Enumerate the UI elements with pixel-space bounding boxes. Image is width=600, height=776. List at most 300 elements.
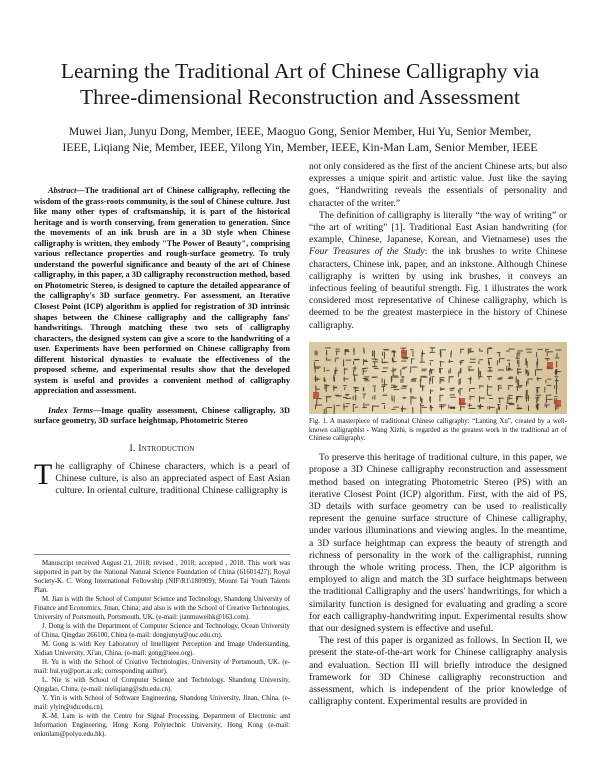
ink-stroke [516,396,521,397]
ink-stroke [394,389,400,390]
ink-stroke [393,386,398,387]
ink-stroke [554,398,555,404]
ink-stroke [508,378,511,379]
ink-stroke [315,385,316,389]
ink-stroke [546,398,547,403]
ink-stroke [535,397,540,398]
ink-stroke [460,349,464,350]
ink-stroke [556,369,557,376]
ink-stroke [411,388,412,394]
ink-stroke [430,360,434,361]
ink-stroke [526,359,527,363]
ink-stroke [527,352,532,353]
ink-stroke [326,397,327,402]
seal-stamp [401,350,407,357]
ink-stroke [556,385,557,389]
ink-stroke [326,384,327,387]
ink-stroke [528,379,529,384]
ink-stroke [556,349,562,350]
ink-stroke [468,378,472,379]
ink-stroke [383,367,388,368]
ink-stroke [410,349,414,350]
ink-stroke [469,348,470,353]
ink-stroke [479,375,480,379]
ink-stroke [411,358,415,359]
ink-stroke [538,403,539,410]
ink-stroke [450,397,456,398]
ink-stroke [335,359,336,362]
ink-stroke [507,369,513,370]
ink-stroke [470,348,471,353]
ink-stroke [449,359,450,363]
ink-stroke [392,350,396,351]
ink-stroke [497,360,498,365]
ink-stroke [362,368,366,369]
footnote-author-yin: Y. Yin is with School of Software Engineering, Shandong University, Jinan, China. (e-mail: ylyin@sdu.edu.cn). [34,695,290,711]
ink-stroke [527,390,528,397]
ink-stroke [420,407,421,414]
ink-stroke [421,370,426,371]
ink-stroke [394,351,395,357]
ink-stroke [506,350,510,351]
ink-stroke [480,397,484,398]
ink-stroke [487,351,488,355]
ink-stroke [403,386,407,387]
paper-title [40,58,560,110]
ink-stroke [423,377,428,378]
ink-stroke [410,396,414,397]
ink-stroke [507,397,508,403]
ink-stroke [488,348,492,349]
ink-stroke [509,385,514,386]
ink-stroke [394,361,397,362]
ink-stroke [327,407,333,408]
ink-stroke [346,394,350,395]
ink-stroke [535,370,536,376]
ink-stroke [508,387,509,390]
ink-stroke [411,381,415,382]
ink-stroke [518,404,519,408]
ink-stroke [547,399,552,400]
ink-stroke [517,379,518,385]
ink-stroke [413,351,414,357]
footnote-author-lam: K.-M. Lam is with the Centre for Signal Processing, Department of Electronic and Information Engineering, Hong Kong Polytechnic University, Hong Kong (e-mail: enkmlam@polyu.edu.hk). [34,713,290,738]
ink-stroke [363,378,368,379]
ink-stroke [391,387,397,388]
ink-stroke [498,385,502,386]
drop-cap: T [34,458,53,492]
ink-stroke [346,398,351,399]
ink-stroke [537,377,538,381]
ink-stroke [315,368,316,372]
ink-stroke [509,398,513,399]
authors-line-2: IEEE, Liqiang Nie, Member, IEEE, Yilong Yin, Member, IEEE, Kin-Man Lam, Senior Member, IEEE [62,141,538,154]
ink-stroke [450,390,454,391]
ink-stroke [402,398,405,399]
ink-stroke [421,376,422,381]
ink-stroke [324,367,325,372]
footnote-author-yu: H. Yu is with the School of Creative Technologies, University of Portsmouth, UK. (e-mail: hui.yu@port.ac.uk; corresponding author). [34,659,290,675]
ink-stroke [460,368,461,373]
ink-stroke [497,352,501,353]
ink-stroke [440,351,441,357]
ink-stroke [384,352,385,359]
ink-stroke [411,379,416,380]
ink-stroke [393,375,398,376]
ink-stroke [430,396,431,403]
ink-stroke [315,350,316,355]
ink-stroke [383,395,387,396]
ink-stroke [346,360,352,361]
ink-stroke [430,389,431,394]
ink-stroke [420,384,421,387]
ink-stroke [403,358,409,359]
ink-stroke [429,378,430,384]
footnote-author-dong: J. Dong is with the Department of Computer Science and Technology, Ocean University of China, Qingdao 266100, China (e-mail: dongjunyu@ouc.edu.cn). [34,623,290,639]
ink-stroke [422,369,427,370]
ink-stroke [372,396,373,399]
index-terms-text: —Image quality assessment, Chinese calligraphy, 3D surface geometry, 3D surface heightmap, Photometric Stereo [34,405,291,426]
ink-stroke [489,361,490,365]
ink-stroke [345,350,349,351]
ink-stroke [451,388,455,389]
ink-stroke [374,350,375,356]
ink-stroke [488,358,492,359]
authors-line-1: Muwei Jian, Junyu Dong, Member, IEEE, Maoguo Gong, Senior Member, Hui Yu, Senior Member, [68,125,532,138]
ink-stroke [384,384,388,385]
ink-stroke [470,388,476,389]
body-paragraph-1: not only considered as the first of the ancient Chinese arts, but also expresses a unique spirit and artistic value. Just like the saying goes, “Handwriting reveals the essentials of personality and character of the writer.” [309,161,567,209]
ink-stroke [326,385,330,386]
ink-stroke [498,369,503,370]
ink-stroke [382,362,387,363]
ink-stroke [527,370,528,376]
ink-stroke [499,406,500,410]
ink-stroke [431,369,435,370]
ink-stroke [382,371,386,372]
footnote-author-nie: L. Nie is with School of Computer Science and Technology, Shandong University, Qingdao, China. (e-mail: nieliqiang@sdu.edu.cn). [34,677,290,693]
ink-stroke [516,358,520,359]
ink-stroke [557,353,558,357]
ink-stroke [508,368,509,371]
seal-stamp [313,392,319,399]
ink-stroke [325,384,326,389]
ink-stroke [526,394,527,398]
body-paragraph-4: The rest of this paper is organized as follows. In Section II, we present the state-of-the-art work for Chinese calligraphy analysis and evaluation. Section III will briefly introduce the designed framework for 3D Chinese calligraphy reconstruction and assessment, which is independent of the prior knowledge of calligraphy content. Experimental results are provided in [309,635,567,708]
ink-stroke [391,409,395,410]
ink-stroke [353,361,354,365]
ink-stroke [346,403,350,404]
ink-stroke [372,366,378,367]
ink-stroke [442,404,447,405]
ink-stroke [556,378,557,384]
ink-stroke [411,358,412,363]
ink-stroke [499,359,500,363]
ink-stroke [364,376,369,377]
title-line-2: Three-dimensional Reconstruction and Assessment [79,85,521,109]
ink-stroke [516,396,517,403]
p2-text-end: : the ink brushes to write Chinese characters, Chinese ink, paper, and an inkstone. Although Chinese calligraphy is written by using ink brushes, it conveys an infectious feeling of beautiful strength. Fig. 1 illustrates the work considered most representative of Chinese calligraphy, which is deemed to be the greatest masterpiece in the history of Chinese calligraphy. [309,246,568,331]
ink-stroke [536,352,537,357]
ink-stroke [448,405,449,409]
ink-stroke [479,405,480,409]
seal-stamp [555,400,561,407]
ink-stroke [544,387,545,393]
ink-stroke [547,352,548,356]
ink-stroke [401,408,405,409]
ink-stroke [460,378,461,384]
ink-stroke [509,376,513,377]
ink-stroke [335,348,339,349]
ink-stroke [526,349,532,350]
ink-stroke [479,385,480,388]
ink-stroke [499,398,500,403]
ink-stroke [487,386,492,387]
ink-stroke [401,357,406,358]
ink-stroke [326,357,327,360]
ink-stroke [363,368,364,375]
ink-stroke [497,408,498,414]
ink-stroke [487,385,488,390]
ink-stroke [487,406,488,409]
ink-stroke [343,378,348,379]
ink-stroke [546,380,547,384]
ink-stroke [430,407,433,408]
ink-stroke [410,366,411,372]
ink-stroke [421,376,427,377]
ink-stroke [545,349,546,352]
ink-stroke [412,407,413,410]
ink-stroke [336,405,340,406]
ink-stroke [487,376,492,377]
ink-stroke [458,371,459,377]
ink-stroke [393,371,394,376]
ink-stroke [545,358,549,359]
ink-stroke [430,352,436,353]
ink-stroke [353,405,354,412]
ink-stroke [498,379,502,380]
ink-stroke [430,362,431,365]
ink-stroke [393,377,398,378]
ink-stroke [519,385,523,386]
ink-stroke [468,405,472,406]
ink-stroke [440,369,441,373]
ink-stroke [384,349,389,350]
ink-stroke [479,348,480,351]
ink-stroke [440,377,441,384]
ink-stroke [354,387,359,388]
ink-stroke [355,378,356,381]
ink-stroke [498,398,504,399]
ink-stroke [432,378,433,384]
ink-stroke [401,379,402,383]
ink-stroke [365,404,370,405]
ink-stroke [480,371,481,376]
ink-stroke [450,368,451,373]
ink-stroke [488,367,492,368]
footnote-author-jian: M. Jian is with the School of Computer Science and Technology, Shandong University of Finance and Economics, Jinan, China; and also is with the School of Creative Technologies, University of Portsmouth, Portsmouth, UK. (e-mail: jianmuweihk@163.com). [34,596,290,621]
ink-stroke [517,359,518,364]
ink-stroke [518,380,519,386]
ink-stroke [391,385,396,386]
seal-stamp [459,398,465,405]
ink-stroke [554,396,557,397]
p2-italic-phrase: Four Treasures of the Study [309,246,425,258]
ink-stroke [374,406,380,407]
ink-stroke [400,369,401,375]
ink-stroke [421,398,422,401]
ink-stroke [526,381,527,386]
ink-stroke [402,368,405,369]
ink-stroke [440,395,441,402]
ink-stroke [479,361,480,364]
ink-stroke [468,366,472,367]
ink-stroke [536,369,541,370]
ink-stroke [374,387,375,392]
ink-stroke [499,377,503,378]
ink-stroke [364,379,368,380]
ink-stroke [335,395,340,396]
ink-stroke [538,349,543,350]
ink-stroke [555,370,556,375]
ink-stroke [401,388,407,389]
ink-stroke [394,396,395,403]
ink-stroke [449,376,450,382]
ink-stroke [364,361,368,362]
section-title: Introduction [138,443,195,455]
ink-stroke [422,386,423,391]
ink-stroke [508,368,511,369]
ink-stroke [374,395,375,400]
ink-stroke [363,393,367,394]
ink-stroke [353,396,354,400]
ink-stroke [518,408,522,409]
ink-stroke [556,371,561,372]
ink-stroke [489,347,492,348]
ink-stroke [468,348,469,354]
ink-stroke [335,358,339,359]
ink-stroke [450,407,455,408]
ink-stroke [528,407,529,411]
ink-stroke [382,378,383,383]
ink-stroke [363,387,364,391]
ink-stroke [333,375,334,381]
ink-stroke [461,360,464,361]
ink-stroke [478,367,479,370]
ink-stroke [554,385,555,389]
ink-stroke [430,368,431,372]
ink-stroke [460,405,461,411]
ink-stroke [432,348,433,352]
ink-stroke [556,388,557,394]
ink-stroke [363,359,364,365]
ink-stroke [353,404,356,405]
ink-stroke [489,406,490,410]
ink-stroke [448,370,449,374]
ink-stroke [363,347,364,352]
ink-stroke [324,409,325,414]
abstract-text: —The traditional art of Chinese calligraphy, reflecting the wisdom of the grass-roots community, is the soul of Chinese culture. Just like many other types of craftsmanship, it is part of the historical heritage and is worth conserving, from generation to generation. Since the movements of an ink brush are in a 3D style when Chinese calligraphy is written, they embody "The Power of Beauty", comprising various reflectance properties and rough-surface geometry. To truly understand the powerful significance and beauty of the art of Chinese calligraphy, in this paper, a 3D calligraphy reconstruction method, based on Photometric Stereo, is designed to capture the detailed appearance of the calligraphy's 3D surface geometry. For assessment, an Iterative Closest Point (ICP) algorithm is applied for registration of 3D intrinsic shapes between the Chinese calligraphy and the calligraphy fans' handwritings. Through matching these two sets of calligraphy characters, the designed system can give a score to the handwriting of a user. Experiments have been performed on Chinese calligraphy from different historical dynasties to evaluate the effectiveness of the proposed scheme, and experimental results show that the developed system is useful and provides a convenient method of calligraphy appreciation and assessment. [34,186,290,396]
index-terms-label: Index Terms [48,405,93,415]
ink-stroke [487,370,493,371]
author-list [40,124,560,156]
ink-stroke [517,372,522,373]
ink-stroke [460,360,461,364]
ink-stroke [470,359,476,360]
ink-stroke [429,370,430,376]
body-paragraph-2 [309,210,567,332]
ink-stroke [325,347,331,348]
ink-stroke [516,376,517,383]
ink-stroke [498,405,499,410]
ink-stroke [469,370,474,371]
ink-stroke [344,405,345,410]
ink-stroke [546,404,549,405]
ink-stroke [470,408,475,409]
ink-stroke [372,358,377,359]
ink-stroke [353,369,354,375]
ink-stroke [509,362,510,367]
ink-stroke [536,405,537,408]
ink-stroke [536,397,537,403]
ink-stroke [519,352,520,356]
ink-stroke [316,404,322,405]
ink-stroke [372,361,378,362]
footnote-author-gong: M. Gong is with Key Laboratory of Intelligent Perception and Image Understanding, Xidian University, Xi'an, China. (e-mail: gong@ieee.org). [34,641,290,657]
ink-stroke [374,368,379,369]
ink-stroke [364,360,367,361]
ink-stroke [479,359,483,360]
ink-stroke [440,377,444,378]
footnote-manuscript: Manuscript received August 21, 2018; revised , 2018; accepted , 2018. This work was supported in part by the National Natural Science Foundation of China (61601427); Royal Society-K. C. Wong International Fellowship (NIF\R1\180909); Mount Tai Youth Talents Plan. [34,560,290,594]
calligraphy-scroll-image [309,342,567,414]
ink-stroke [469,388,470,391]
ink-stroke [334,408,335,414]
ink-stroke [411,398,412,405]
ink-stroke [343,362,344,366]
ink-stroke [509,404,514,405]
ink-stroke [479,376,482,377]
ink-stroke [449,376,452,377]
ink-stroke [315,377,316,380]
ink-stroke [470,362,476,363]
ink-stroke [382,358,383,362]
intro-paragraph [34,458,290,498]
ink-stroke [422,358,423,362]
ink-stroke [326,370,329,371]
ink-stroke [355,407,358,408]
ink-stroke [375,359,378,360]
ink-stroke [411,397,417,398]
seal-stamp [547,362,553,369]
ink-stroke [430,376,431,381]
ink-stroke [326,396,332,397]
ink-stroke [344,387,345,390]
ink-stroke [391,376,392,383]
ink-stroke [391,370,396,371]
ink-stroke [490,407,495,408]
figure-1-calligraphy-image [309,342,567,414]
index-terms [34,406,290,427]
ink-stroke [393,359,394,363]
ink-stroke [439,368,443,369]
ink-stroke [364,395,365,398]
ink-stroke [537,388,538,393]
ink-stroke [555,357,559,358]
ink-stroke [537,358,538,365]
ink-stroke [403,367,407,368]
ink-stroke [393,369,396,370]
